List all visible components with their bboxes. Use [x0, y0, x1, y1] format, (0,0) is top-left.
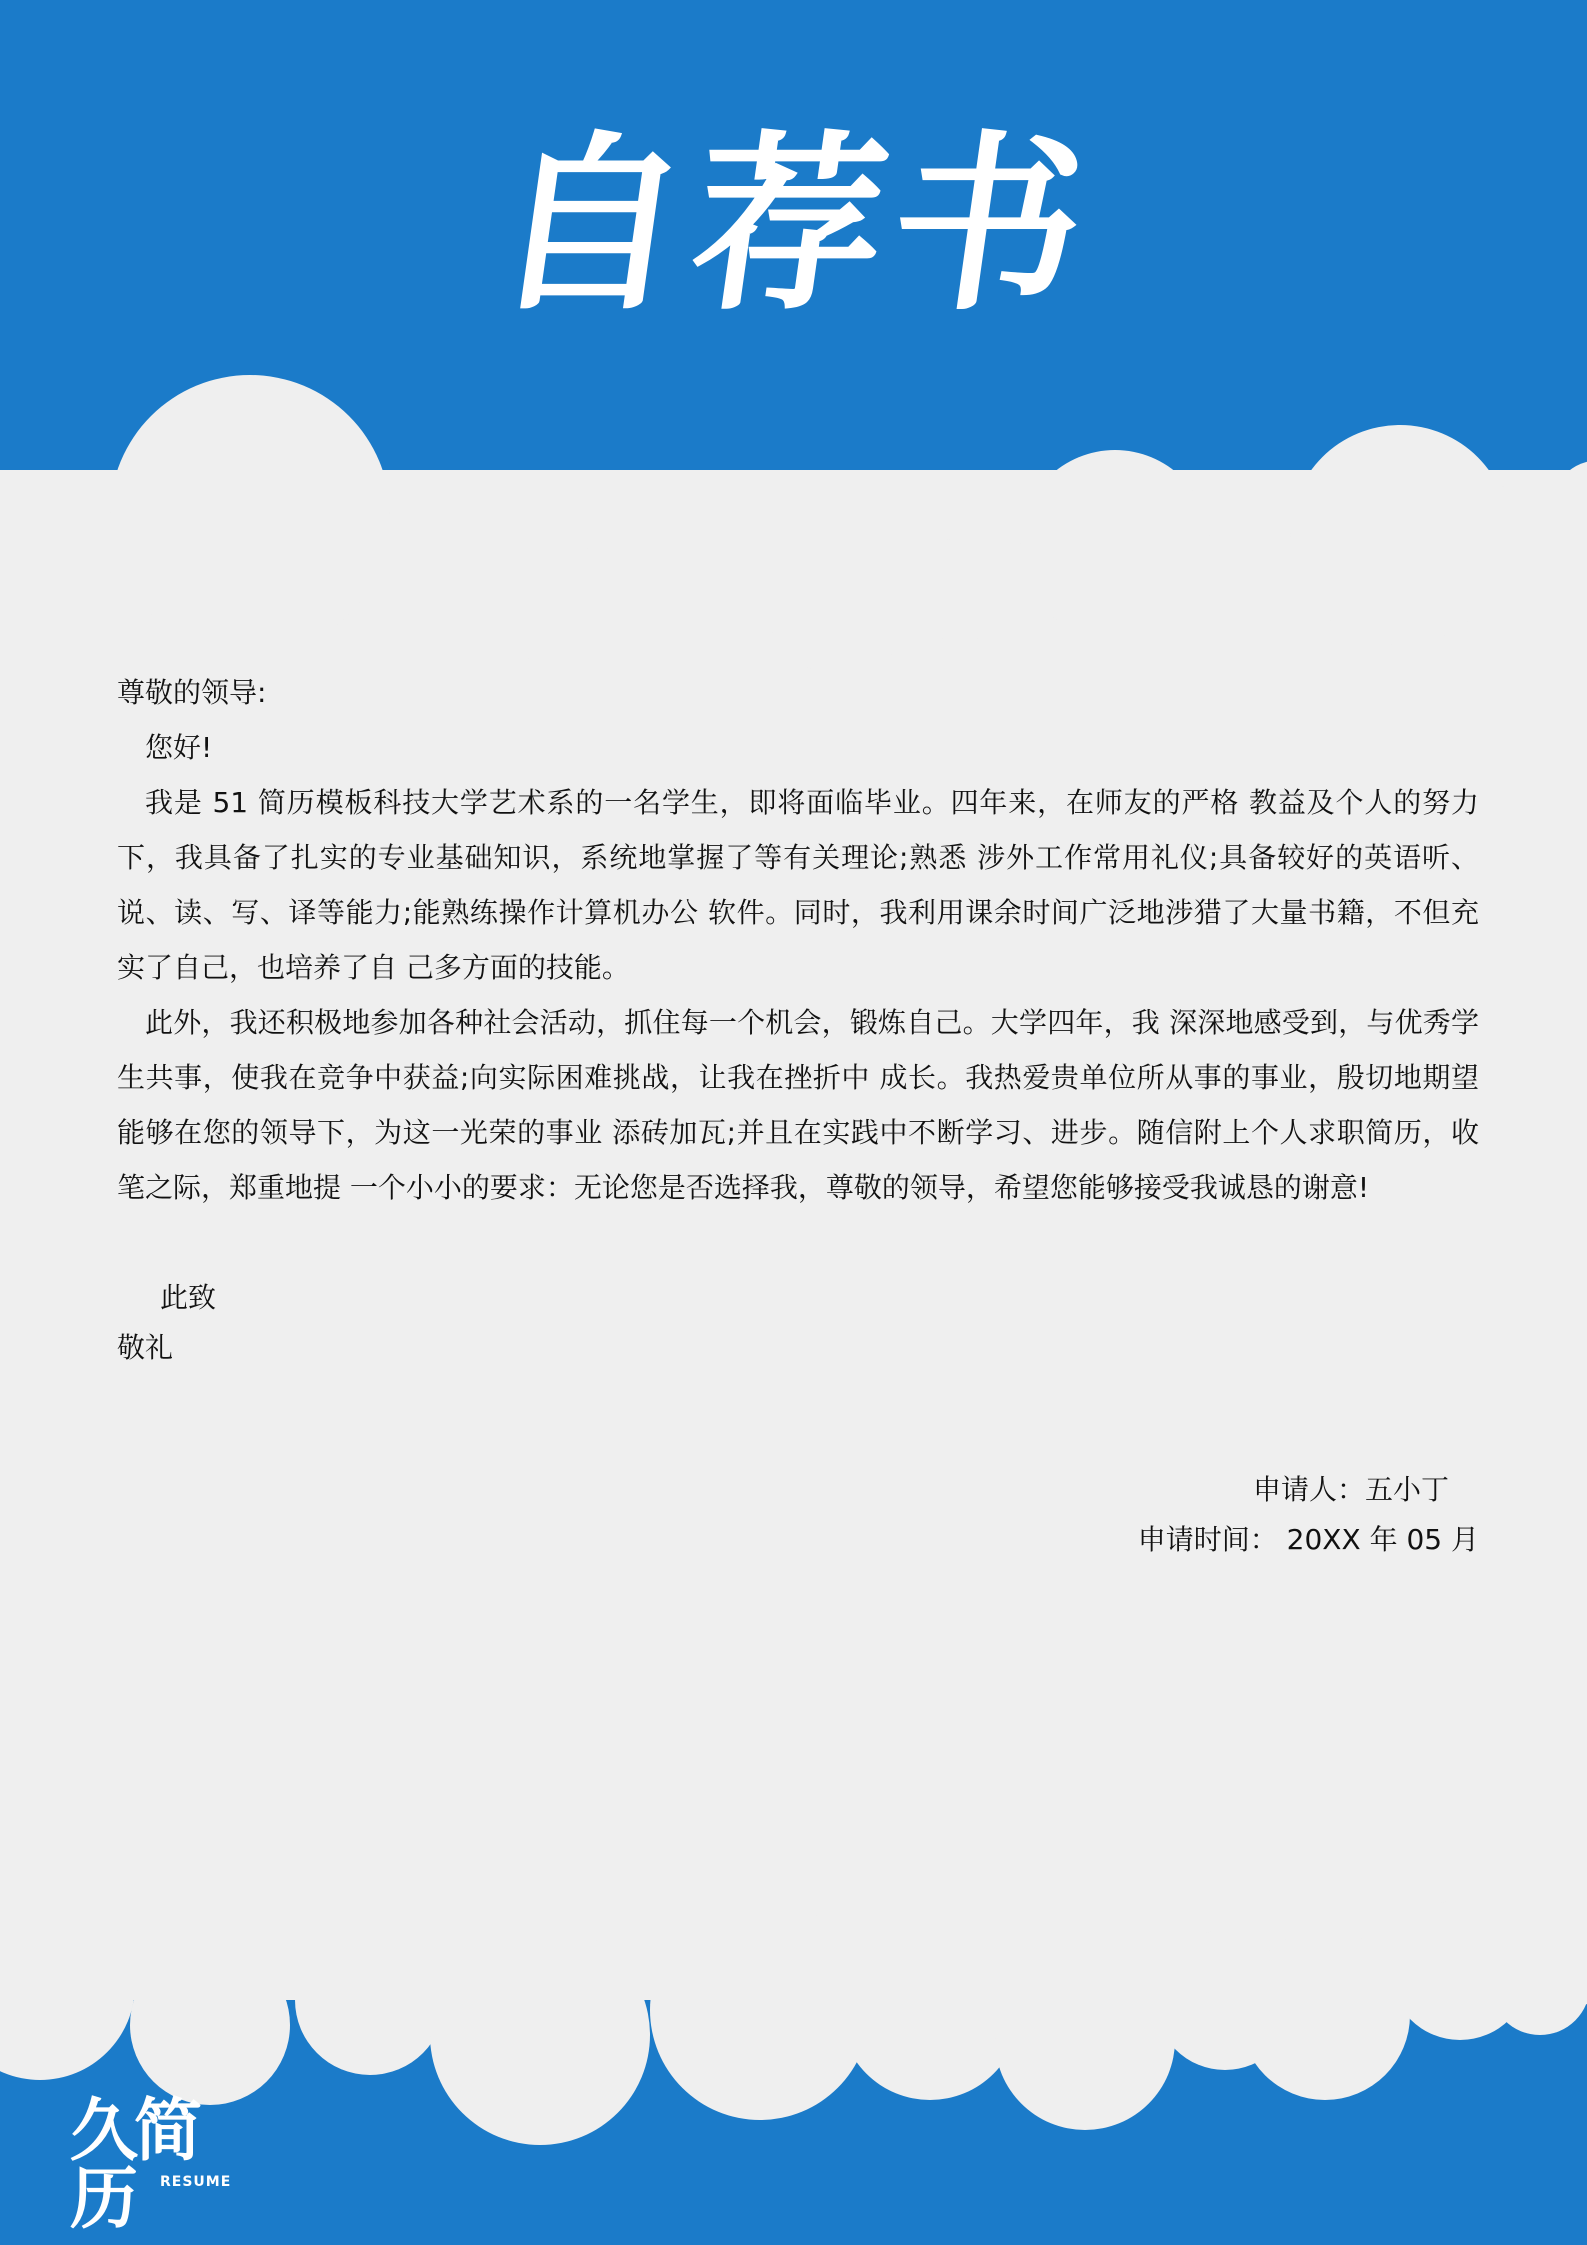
applicant-name: 五小丁	[1364, 1473, 1449, 1506]
date-label: 申请时间：	[1137, 1523, 1278, 1556]
closing-line-1: 此致	[160, 1281, 217, 1314]
paragraph-2: 此外，我还积极地参加各种社会活动，抓住每一个机会，锻炼自己。大学四年，我 深深地感受到，与优秀学生共事，使我在竞争中获益;向实际困难挑战，让我在挫折中 成长。我热爱贵单位所从事的事业，殷切地期望能够在您的领导下，为这一光荣的事业 添砖加瓦;并且在实践中不断学习、进步。随信附上个人求职简历，收笔之际，郑重地提 一个小小的要求：无论您是否选择我，尊敬的领导，希望您能够接受我诚恳的谢意!	[117, 1006, 1479, 1204]
applicant-row	[1138, 1465, 1479, 1515]
closing-line-2: 敬礼	[117, 1331, 174, 1364]
greeting: 您好!	[145, 731, 213, 764]
salutation: 尊敬的领导:	[117, 676, 267, 709]
brand-logo	[62, 2092, 232, 2239]
logo-main-text: 久简历	[70, 2092, 199, 2239]
date-row	[1138, 1515, 1479, 1565]
signature-block	[1138, 1465, 1479, 1565]
letter-body	[117, 665, 1479, 1215]
page-title: 自荐书	[480, 113, 1107, 336]
logo-sub-text: RESUME	[160, 2174, 232, 2190]
paragraph-1: 我是 51 简历模板科技大学艺术系的一名学生，即将面临毕业。四年来，在师友的严格 教益及个人的努力下，我具备了扎实的专业基础知识，系统地掌握了等有关理论;熟悉 涉外工作常用礼仪;具备较好的英语听、说、读、写、译等能力;能熟练操作计算机办公 软件。同时，我利用课余时间广泛地涉猎了大量书籍，不但充实了自己，也培养了自 己多方面的技能。	[117, 786, 1479, 984]
date-value: 20XX 年 05 月	[1286, 1523, 1479, 1556]
applicant-label: 申请人：	[1252, 1473, 1365, 1506]
